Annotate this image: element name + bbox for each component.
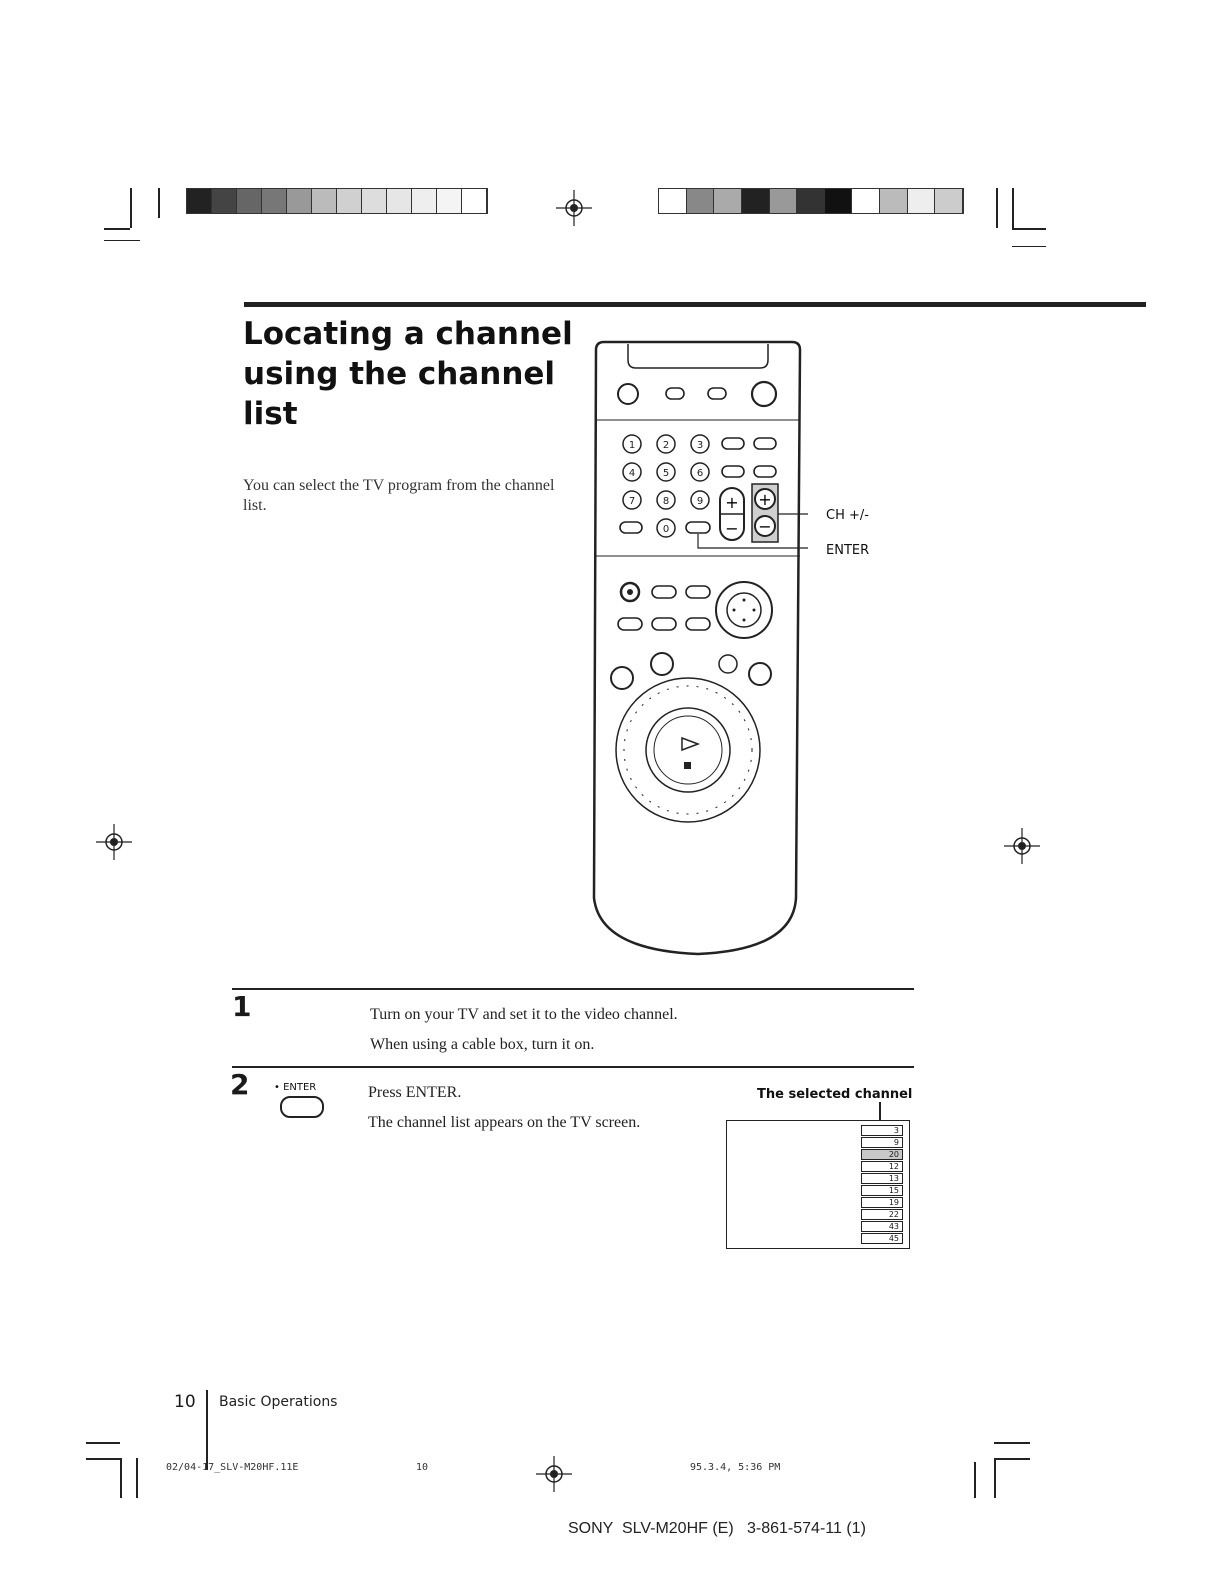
svg-text:+: + — [758, 490, 772, 509]
channel-list-item: 20 — [861, 1149, 903, 1160]
channel-list-item: 19 — [861, 1197, 903, 1208]
footer-section: Basic Operations — [219, 1394, 338, 1410]
channel-list-item: 45 — [861, 1233, 903, 1244]
registration-target-icon — [556, 190, 592, 226]
svg-text:5: 5 — [662, 468, 670, 479]
color-registration-bar-left — [186, 188, 488, 214]
svg-text:6: 6 — [696, 468, 704, 479]
step-2-rule — [232, 1066, 914, 1068]
registration-target-icon-bottom — [536, 1456, 572, 1492]
footer-divider — [206, 1390, 208, 1470]
channel-list-item: 13 — [861, 1173, 903, 1184]
tv-screen — [726, 1120, 910, 1249]
step-1-number: 1 — [232, 990, 252, 1023]
svg-text:1: 1 — [628, 440, 636, 451]
channel-list-item: 3 — [861, 1125, 903, 1136]
callout-enter-label: ENTER — [826, 543, 870, 558]
svg-text:−: − — [758, 517, 772, 536]
footer-file: 02/04-17_SLV-M20HF.11E — [166, 1462, 299, 1473]
channel-list-item: 12 — [861, 1161, 903, 1172]
svg-text:9: 9 — [696, 496, 704, 507]
remote-control-illustration — [588, 338, 808, 960]
step-2-line1: Press ENTER. — [368, 1084, 462, 1101]
registration-target-icon-right — [1004, 828, 1040, 864]
channel-list-item: 15 — [861, 1185, 903, 1196]
channel-list-item: 9 — [861, 1137, 903, 1148]
svg-text:7: 7 — [628, 496, 636, 507]
svg-text:2: 2 — [662, 440, 670, 451]
footer-model: SONY SLV-M20HF (E) 3-861-574-11 (1) — [568, 1520, 866, 1537]
section-rule — [244, 302, 1146, 307]
channel-list-item: 43 — [861, 1221, 903, 1232]
step-1-rule — [232, 988, 914, 990]
color-registration-bar-right — [658, 188, 964, 214]
footer-timestamp: 95.3.4, 5:36 PM — [690, 1462, 781, 1473]
intro-text: You can select the TV program from the channel list. — [243, 477, 555, 514]
step-1-line1: Turn on your TV and set it to the video channel. — [370, 1006, 678, 1023]
step-2-number: 2 — [230, 1068, 250, 1101]
enter-button-label: • ENTER — [274, 1082, 317, 1093]
footer-page-number: 10 — [174, 1392, 196, 1412]
svg-text:8: 8 — [662, 496, 670, 507]
step-2-text — [368, 1078, 718, 1138]
svg-text:4: 4 — [628, 468, 636, 479]
enter-button-shape — [280, 1096, 324, 1118]
registration-target-icon-left — [96, 824, 132, 860]
callout-ch-label: CH +/- — [826, 508, 869, 523]
enter-button-icon — [274, 1082, 334, 1118]
svg-text:+: + — [725, 493, 739, 512]
channel-list-item: 22 — [861, 1209, 903, 1220]
step-2-line2: The channel list appears on the TV screen. — [368, 1114, 641, 1131]
svg-text:0: 0 — [662, 524, 670, 535]
selected-channel-caption: The selected channel — [757, 1087, 913, 1102]
step-1-text — [370, 1000, 900, 1060]
step-1-line2: When using a cable box, turn it on. — [370, 1036, 595, 1053]
svg-text:−: − — [725, 519, 739, 538]
page-title: Locating a channel using the channel list — [243, 316, 573, 432]
svg-text:3: 3 — [696, 440, 704, 451]
footer-file-page: 10 — [416, 1462, 429, 1473]
